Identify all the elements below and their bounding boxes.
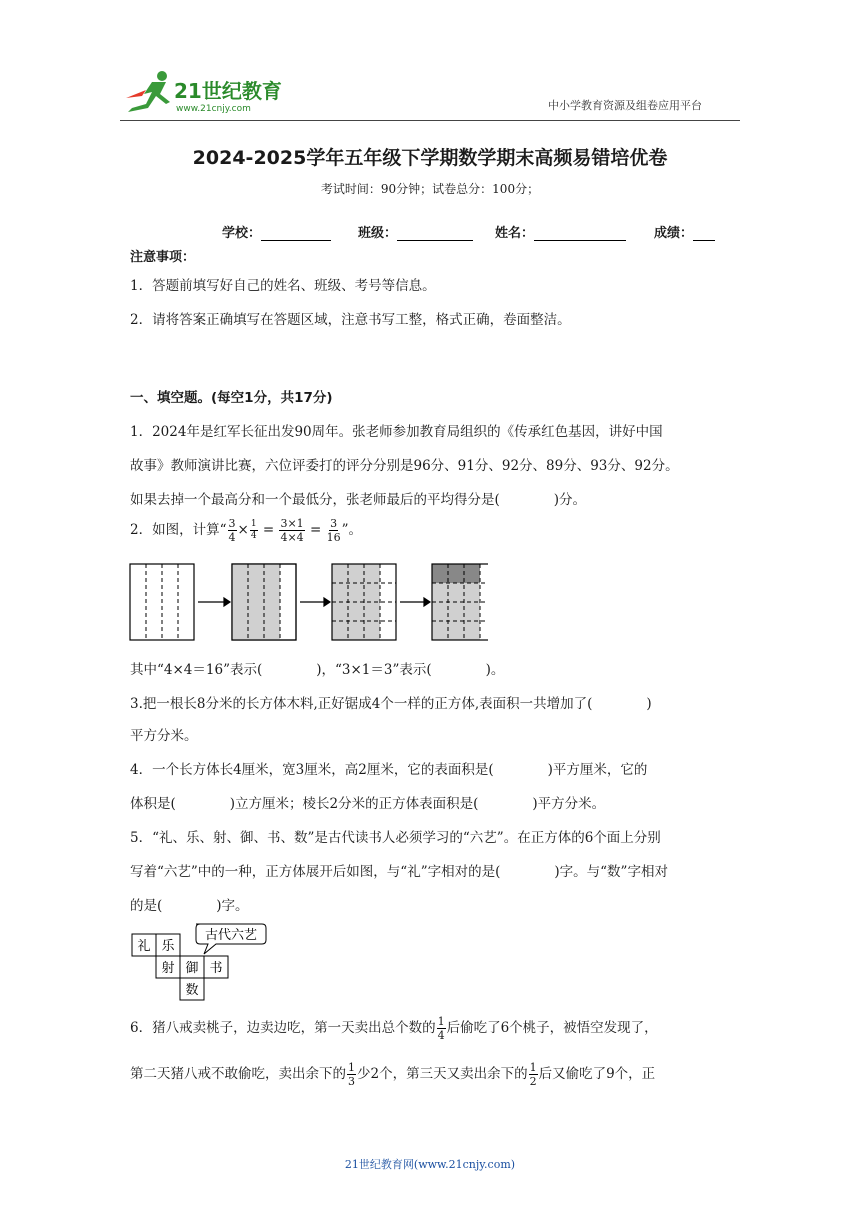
fraction: $\frac{1}{4}$ — [437, 1015, 445, 1042]
fraction: $\frac{3}{4}$ — [228, 517, 236, 544]
face-li: 礼 — [137, 939, 151, 954]
q2-tail: 其中“4×4＝16”表示( )，“3×1＝3”表示( )。 — [130, 662, 505, 678]
section-heading: 一、填空题。(每空1分，共17分) — [130, 390, 333, 406]
fraction: $\frac{3}{16}$ — [326, 517, 341, 544]
face-yu: 御 — [185, 961, 199, 976]
exam-subtitle: 考试时间：90分钟；试卷总分：100分； — [320, 182, 540, 196]
name-field — [495, 222, 626, 241]
q4-line: 4．一个长方体长4厘米，宽3厘米，高2厘米，它的表面积是( )平方厘米，它的 — [130, 762, 648, 778]
q5-line: 的是( )字。 — [130, 898, 249, 914]
logo-text: 21世纪教育 — [174, 79, 282, 103]
notice-item: 1．答题前填写好自己的姓名、班级、考号等信息。 — [130, 278, 436, 294]
logo-url: www.21cnjy.com — [176, 104, 251, 114]
q4-line: 体积是( )立方厘米；棱长2分米的正方体表面积是( )平方分米。 — [130, 796, 606, 812]
school-field — [222, 222, 331, 241]
q1-line: 故事》教师演讲比赛，六位评委打的评分分别是96分、91分、92分、89分、93分、92分。 — [130, 458, 679, 474]
cube-net-diagram — [130, 922, 270, 1008]
q1-line: 如果去掉一个最高分和一个最低分，张老师最后的平均得分是( )分。 — [130, 492, 587, 508]
bubble-text: 古代六艺 — [204, 928, 258, 943]
q2-question: 2．如图，计算“ $\frac{3}{4}$ × $\frac{1}{4}$ = $\frac{3\times 1}{4\times 4}$ = $\frac{3}{16}$ ”。 — [130, 517, 362, 544]
footer-link[interactable]: 21世纪教育网(www.21cnjy.com) — [344, 1158, 516, 1171]
face-she: 射 — [161, 961, 175, 976]
face-shu-math: 数 — [185, 983, 199, 998]
fraction: $\frac{1}{2}$ — [529, 1061, 537, 1088]
class-field — [358, 222, 473, 241]
fraction: $\frac{1}{3}$ — [348, 1061, 355, 1088]
fraction: $\frac{3\times 1}{4\times 4}$ — [280, 517, 304, 544]
notice-title: 注意事项： — [130, 250, 196, 265]
school-blank[interactable] — [261, 226, 331, 241]
exam-title: 2024-2025学年五年级下学期数学期末高频易错培优卷 — [192, 147, 668, 169]
class-blank[interactable] — [397, 226, 473, 241]
runner-icon — [126, 71, 170, 112]
q6-line: 第二天猪八戒不敢偷吃，卖出余下的 $\frac{1}{3}$ 少2个，第三天又卖出余下的 $\frac{1}{2}$ 后又偷吃了9个，正 — [130, 1061, 656, 1088]
q3-line: 3.把一根长8分米的长方体木料,正好锯成4个一样的正方体,表面积一共增加了( ) — [130, 696, 652, 712]
school-label: 学校： — [222, 226, 262, 241]
name-blank[interactable] — [534, 226, 626, 241]
q5-line: 写着“六艺”中的一种，正方体展开后如图，与“礼”字相对的是( )字。与“数”字相对 — [130, 864, 668, 880]
notice-item: 2．请将答案正确填写在答题区域，注意书写工整，格式正确，卷面整洁。 — [130, 312, 571, 328]
score-field — [654, 222, 715, 241]
name-label: 姓名： — [495, 226, 535, 241]
q2-prefix: 2．如图，计算“ — [130, 522, 227, 538]
face-shu-book: 书 — [209, 961, 223, 976]
q6-line: 6．猪八戒卖桃子，边卖边吃，第一天卖出总个数的 $\frac{1}{4}$ 后偷吃了6个桃子，被悟空发现了， — [130, 1015, 658, 1042]
q3-line: 平方分米。 — [130, 728, 198, 744]
brand-logo — [122, 68, 292, 116]
class-label: 班级： — [358, 226, 398, 241]
face-yue: 乐 — [161, 939, 175, 954]
fraction-grid-diagram — [128, 562, 488, 642]
header-rule — [120, 120, 740, 121]
q1-line: 1．2024年是红军长征出发90周年。张老师参加教育局组织的《传承红色基因，讲好中国 — [130, 424, 663, 440]
platform-name: 中小学教育资源及组卷应用平台 — [548, 99, 702, 112]
q5-line: 5．“礼、乐、射、御、书、数”是古代读书人必须学习的“六艺”。在正方体的6个面上分别 — [130, 830, 661, 846]
score-blank[interactable] — [693, 226, 715, 241]
fraction: $\frac{1}{4}$ — [250, 519, 257, 541]
score-label: 成绩： — [654, 226, 694, 241]
